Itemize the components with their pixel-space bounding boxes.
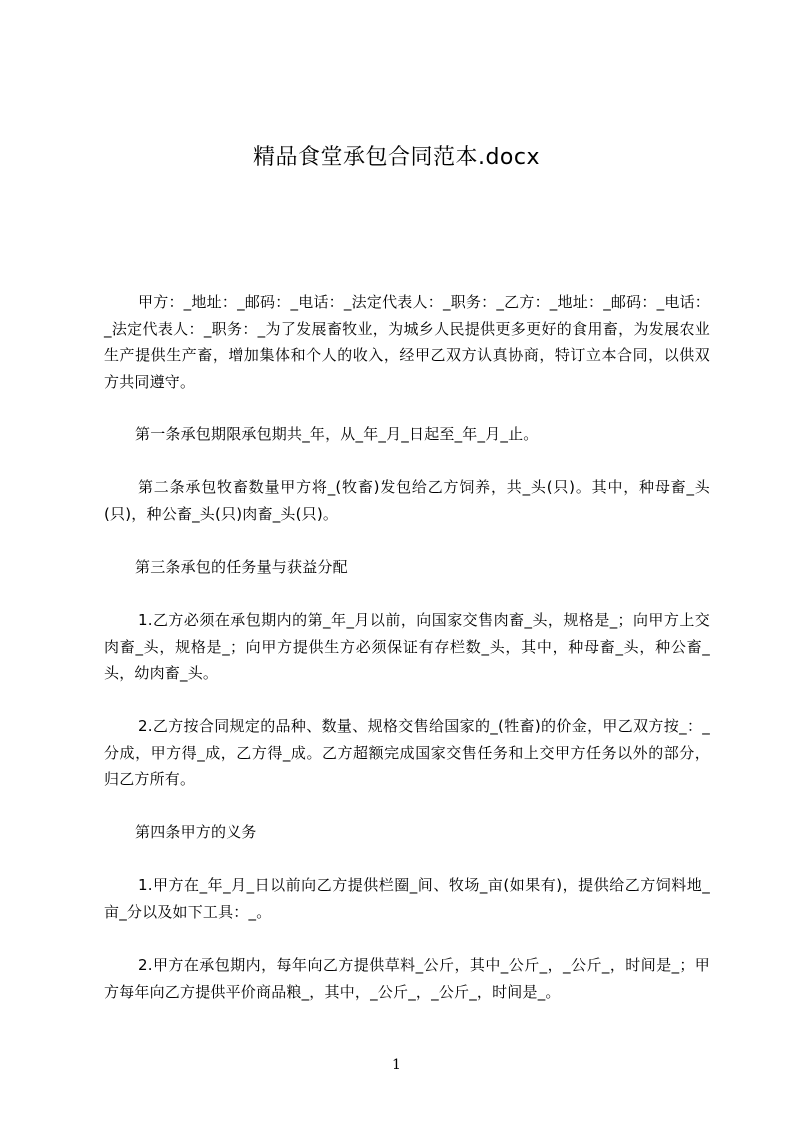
paragraph-article-3-heading: 第三条承包的任务量与获益分配: [135, 558, 348, 576]
document-title: 精品食堂承包合同范本.docx: [252, 145, 541, 170]
page-number: 1: [392, 1057, 401, 1073]
paragraph-article-3-item-1: 1.乙方必须在承包期内的第_年_月以前，向国家交售肉畜_头，规格是_；向甲方上交肉畜_头，规格是_；向甲方提供生方必须保证有存栏数_头，其中，种母畜_头，种公畜_头，幼肉畜_头。: [104, 611, 710, 682]
paragraph-parties: 甲方：_地址：_邮码：_电话：_法定代表人：_职务：_乙方：_地址：_邮码：_电话：_法定代表人：_职务：_为了发展畜牧业，为城乡人民提供更多更好的食用畜，为发展农业生产提供生产畜，增加集体和个人的收入，经甲乙双方认真协商，特订立本合同，以供双方共同遵守。: [104, 293, 710, 391]
paragraph-article-3-item-2: 2.乙方按合同规定的品种、数量、规格交售给国家的_(牲畜)的价金，甲乙双方按_：_分成，甲方得_成，乙方得_成。乙方超额完成国家交售任务和上交甲方任务以外的部分，归乙方所有。: [104, 717, 710, 788]
paragraph-article-4-item-2: 2.甲方在承包期内，每年向乙方提供草料_公斤，其中_公斤_，_公斤_，时间是_；甲方每年向乙方提供平价商品粮_，其中，_公斤_，_公斤_，时间是_。: [104, 956, 710, 1001]
paragraph-article-2: 第二条承包牧畜数量甲方将_(牧畜)发包给乙方饲养，共_头(只)。其中，种母畜_头(只)，种公畜_头(只)肉畜_头(只)。: [104, 478, 710, 523]
paragraph-article-1: 第一条承包期限承包期共_年，从_年_月_日起至_年_月_止。: [135, 425, 539, 443]
paragraph-article-4-item-1: 1.甲方在_年_月_日以前向乙方提供栏圈_间、牧场_亩(如果有)，提供给乙方饲料地_亩_分以及如下工具：_。: [104, 876, 710, 921]
paragraph-article-4-heading: 第四条甲方的义务: [135, 823, 257, 841]
